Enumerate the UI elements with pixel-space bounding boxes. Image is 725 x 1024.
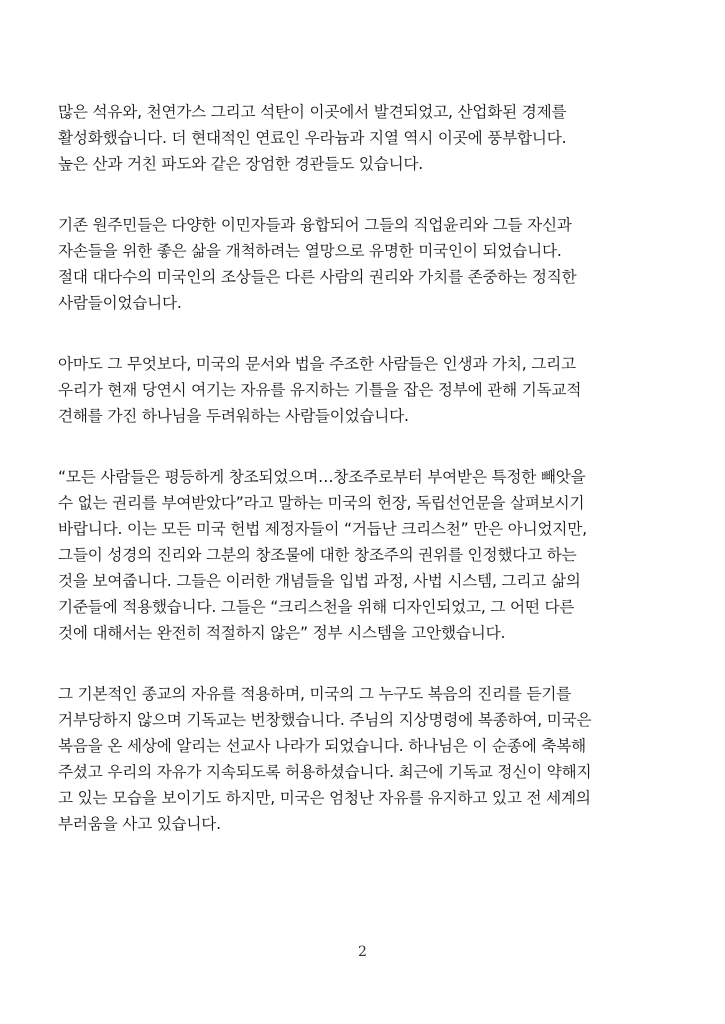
text-line: 고 있는 모습을 보이기도 하지만, 미국은 엄청난 자유를 유지하고 있고 전 세계의 (58, 789, 591, 807)
text-line: 절대 대다수의 미국인의 조상들은 다른 사람의 권리와 가치를 존중하는 정직한 (58, 268, 577, 286)
text-line: 그 기본적인 종교의 자유를 적용하며, 미국의 그 누구도 복음의 진리를 듣기를 (58, 685, 572, 703)
text-line: 것을 보여줍니다. 그들은 이러한 개념들을 입법 과정, 사법 시스템, 그리고 삶의 (58, 572, 581, 590)
text-line: “모든 사람들은 평등하게 창조되었으며…창조주로부터 부여받은 특정한 빼앗을 (58, 468, 586, 486)
text-line: 사람들이었습니다. (58, 294, 182, 312)
paragraph-religious-freedom (58, 681, 678, 837)
paragraph-founders (58, 351, 678, 429)
paragraph-declaration (58, 464, 678, 646)
text-line: 복음을 온 세상에 알리는 선교사 나라가 되었습니다. 하나님은 이 순종에 축복해 (58, 737, 586, 755)
text-line: 높은 산과 거친 파도와 같은 장엄한 경관들도 있습니다. (58, 155, 424, 173)
text-line: 기존 원주민들은 다양한 이민자들과 융합되어 그들의 직업윤리와 그들 자신과 (58, 216, 572, 234)
text-line: 수 없는 권리를 부여받았다”라고 말하는 미국의 헌장, 독립선언문을 살펴보시기 (58, 494, 585, 512)
text-line: 자손들을 위한 좋은 삶을 개척하려는 열망으로 유명한 미국인이 되었습니다. (58, 242, 562, 260)
text-line: 바랍니다. 이는 모든 미국 헌법 제정자들이 “거듭난 크리스천” 만은 아니었지만, (58, 520, 587, 538)
text-line: 주셨고 우리의 자유가 지속되도록 허용하셨습니다. 최근에 기독교 정신이 약해지 (58, 763, 592, 781)
text-line: 아마도 그 무엇보다, 미국의 문서와 법을 주조한 사람들은 인생과 가치, 그리고 (58, 355, 576, 373)
paragraph-americans (58, 212, 678, 316)
text-line: 그들이 성경의 진리와 그분의 창조물에 대한 창조주의 권위를 인정했다고 하는 (58, 546, 577, 564)
text-line: 기준들에 적용했습니다. 그들은 “크리스천을 위해 디자인되었고, 그 어떤 다른 (58, 598, 575, 616)
text-line: 우리가 현재 당연시 여기는 자유를 유지하는 기틀을 잡은 정부에 관해 기독교적 (58, 381, 582, 399)
page-number: 2 (358, 944, 367, 960)
text-line: 견해를 가진 하나님을 두려워하는 사람들이었습니다. (58, 407, 409, 425)
text-line: 것에 대해서는 완전히 적절하지 않은” 정부 시스템을 고안했습니다. (58, 624, 506, 642)
text-line: 거부당하지 않으며 기독교는 번창했습니다. 주님의 지상명령에 복종하여, 미국은 (58, 711, 592, 729)
body-text (58, 99, 678, 872)
text-line: 활성화했습니다. 더 현대적인 연료인 우라늄과 지열 역시 이곳에 풍부합니다. (58, 129, 567, 147)
text-line: 많은 석유와, 천연가스 그리고 석탄이 이곳에서 발견되었고, 산업화된 경제를 (58, 103, 567, 121)
paragraph-natural-resources (58, 99, 678, 177)
text-line: 부러움을 사고 있습니다. (58, 815, 221, 833)
